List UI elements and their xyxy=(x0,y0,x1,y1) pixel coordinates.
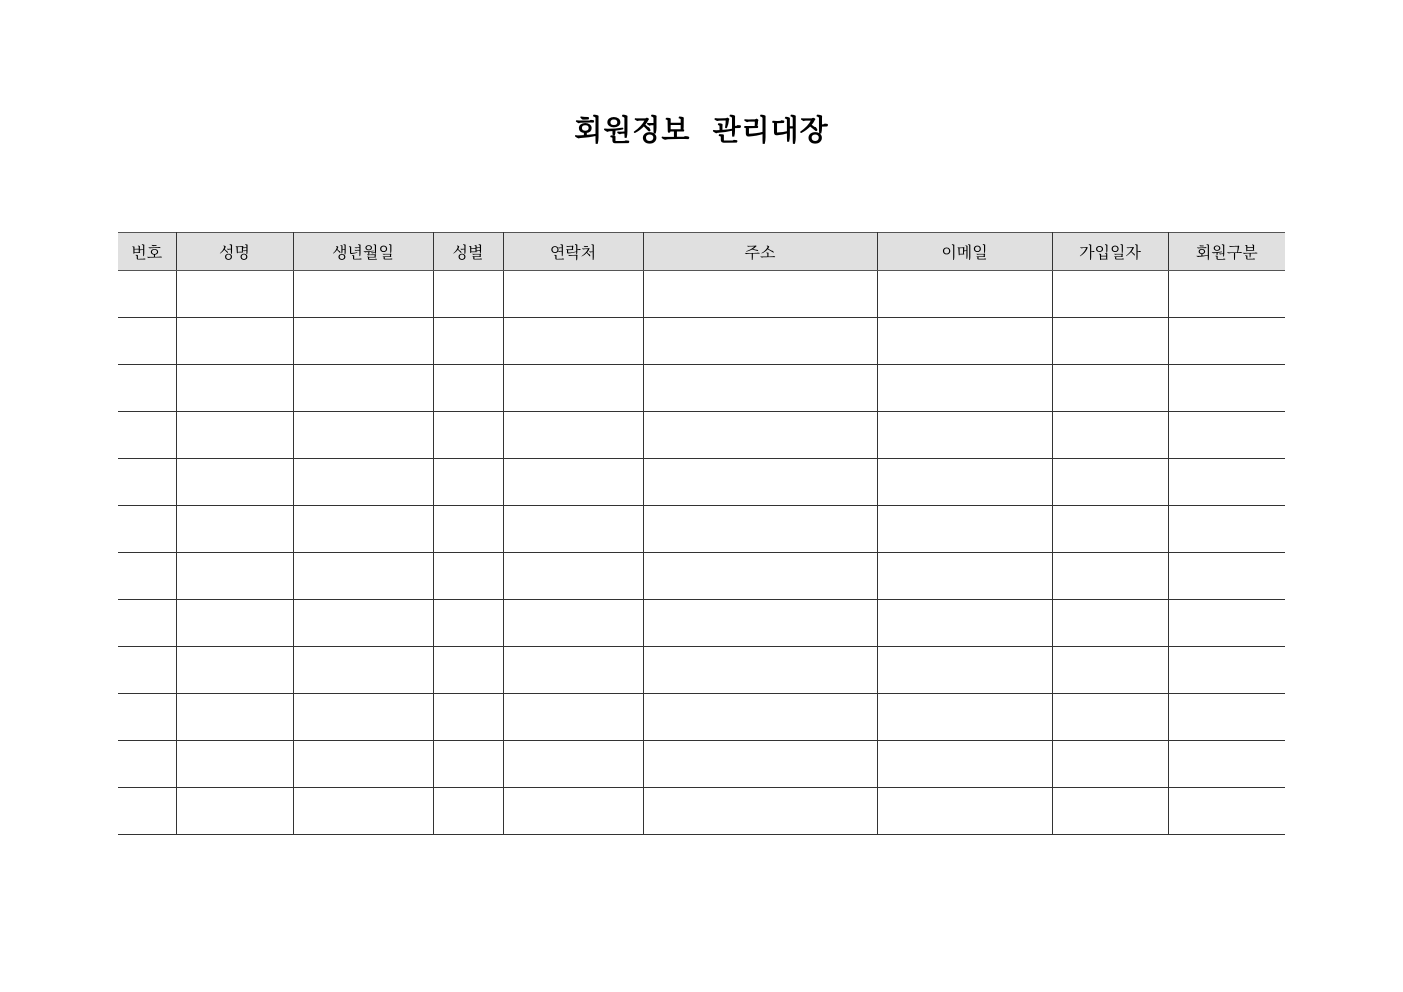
table-cell-name[interactable] xyxy=(176,271,293,318)
table-cell-member-type[interactable] xyxy=(1168,459,1285,506)
table-cell-member-type[interactable] xyxy=(1168,365,1285,412)
column-header-name: 성명 xyxy=(176,233,293,271)
table-cell-number[interactable] xyxy=(118,459,176,506)
table-row xyxy=(118,318,1285,365)
table-cell-email[interactable] xyxy=(877,647,1052,694)
table-row xyxy=(118,694,1285,741)
table-cell-join-date[interactable] xyxy=(1052,553,1168,600)
table-cell-gender[interactable] xyxy=(433,506,503,553)
table-cell-address[interactable] xyxy=(643,412,877,459)
table-row xyxy=(118,506,1285,553)
table-cell-name[interactable] xyxy=(176,365,293,412)
column-header-contact: 연락처 xyxy=(503,233,643,271)
column-header-gender: 성별 xyxy=(433,233,503,271)
table-cell-number[interactable] xyxy=(118,647,176,694)
table-cell-join-date[interactable] xyxy=(1052,412,1168,459)
table-cell-name[interactable] xyxy=(176,647,293,694)
table-cell-name[interactable] xyxy=(176,741,293,788)
table-row xyxy=(118,365,1285,412)
table-cell-number[interactable] xyxy=(118,553,176,600)
table-cell-birthdate[interactable] xyxy=(293,553,433,600)
table-cell-name[interactable] xyxy=(176,600,293,647)
table-cell-number[interactable] xyxy=(118,600,176,647)
table-cell-member-type[interactable] xyxy=(1168,788,1285,835)
table-cell-join-date[interactable] xyxy=(1052,271,1168,318)
table-cell-number[interactable] xyxy=(118,694,176,741)
table-cell-name[interactable] xyxy=(176,506,293,553)
table-cell-number[interactable] xyxy=(118,365,176,412)
table-row xyxy=(118,271,1285,318)
table-cell-email[interactable] xyxy=(877,694,1052,741)
table-cell-address[interactable] xyxy=(643,271,877,318)
table-cell-join-date[interactable] xyxy=(1052,788,1168,835)
column-header-address: 주소 xyxy=(643,233,877,271)
table-cell-join-date[interactable] xyxy=(1052,318,1168,365)
table-cell-birthdate[interactable] xyxy=(293,788,433,835)
table-cell-address[interactable] xyxy=(643,365,877,412)
table-cell-address[interactable] xyxy=(643,459,877,506)
table-cell-join-date[interactable] xyxy=(1052,459,1168,506)
table-cell-email[interactable] xyxy=(877,318,1052,365)
table-cell-gender[interactable] xyxy=(433,412,503,459)
table-cell-member-type[interactable] xyxy=(1168,412,1285,459)
table-row xyxy=(118,412,1285,459)
table-cell-birthdate[interactable] xyxy=(293,271,433,318)
table-cell-gender[interactable] xyxy=(433,318,503,365)
table-cell-email[interactable] xyxy=(877,459,1052,506)
table-cell-join-date[interactable] xyxy=(1052,647,1168,694)
page-title: 회원정보 관리대장 xyxy=(574,113,829,147)
table-cell-gender[interactable] xyxy=(433,553,503,600)
table-cell-birthdate[interactable] xyxy=(293,506,433,553)
table-cell-join-date[interactable] xyxy=(1052,365,1168,412)
table-cell-email[interactable] xyxy=(877,788,1052,835)
table-cell-email[interactable] xyxy=(877,271,1052,318)
table-cell-contact[interactable] xyxy=(503,647,643,694)
table-cell-contact[interactable] xyxy=(503,788,643,835)
table-row xyxy=(118,647,1285,694)
table-cell-gender[interactable] xyxy=(433,459,503,506)
table-cell-birthdate[interactable] xyxy=(293,694,433,741)
table-cell-email[interactable] xyxy=(877,600,1052,647)
table-cell-gender[interactable] xyxy=(433,741,503,788)
table-cell-member-type[interactable] xyxy=(1168,600,1285,647)
table-cell-name[interactable] xyxy=(176,318,293,365)
table-cell-birthdate[interactable] xyxy=(293,600,433,647)
table-cell-address[interactable] xyxy=(643,788,877,835)
table-cell-member-type[interactable] xyxy=(1168,271,1285,318)
table-cell-gender[interactable] xyxy=(433,694,503,741)
table-cell-email[interactable] xyxy=(877,365,1052,412)
column-header-join-date: 가입일자 xyxy=(1052,233,1168,271)
table-cell-number[interactable] xyxy=(118,271,176,318)
table-cell-address[interactable] xyxy=(643,506,877,553)
table-cell-contact[interactable] xyxy=(503,271,643,318)
table-cell-contact[interactable] xyxy=(503,694,643,741)
table-cell-contact[interactable] xyxy=(503,741,643,788)
column-header-number: 번호 xyxy=(118,233,176,271)
table-cell-member-type[interactable] xyxy=(1168,694,1285,741)
table-cell-name[interactable] xyxy=(176,694,293,741)
table-cell-gender[interactable] xyxy=(433,600,503,647)
table-cell-birthdate[interactable] xyxy=(293,365,433,412)
table-cell-member-type[interactable] xyxy=(1168,741,1285,788)
table-row xyxy=(118,600,1285,647)
table-cell-number[interactable] xyxy=(118,318,176,365)
table-cell-contact[interactable] xyxy=(503,506,643,553)
table-cell-email[interactable] xyxy=(877,741,1052,788)
table-cell-address[interactable] xyxy=(643,647,877,694)
table-cell-birthdate[interactable] xyxy=(293,741,433,788)
member-ledger-table xyxy=(118,232,1285,835)
table-cell-address[interactable] xyxy=(643,741,877,788)
table-row xyxy=(118,553,1285,600)
table-cell-contact[interactable] xyxy=(503,412,643,459)
table-cell-birthdate[interactable] xyxy=(293,318,433,365)
table-cell-number[interactable] xyxy=(118,506,176,553)
table-row xyxy=(118,459,1285,506)
table-header-row xyxy=(118,233,1285,271)
table-cell-gender[interactable] xyxy=(433,271,503,318)
table-cell-member-type[interactable] xyxy=(1168,647,1285,694)
column-header-member-type: 회원구분 xyxy=(1168,233,1285,271)
table-cell-name[interactable] xyxy=(176,459,293,506)
table-cell-number[interactable] xyxy=(118,412,176,459)
table-cell-member-type[interactable] xyxy=(1168,553,1285,600)
table-cell-birthdate[interactable] xyxy=(293,647,433,694)
table-cell-contact[interactable] xyxy=(503,553,643,600)
table-cell-birthdate[interactable] xyxy=(293,459,433,506)
table-cell-address[interactable] xyxy=(643,600,877,647)
table-cell-gender[interactable] xyxy=(433,365,503,412)
table-cell-number[interactable] xyxy=(118,741,176,788)
table-row xyxy=(118,741,1285,788)
table-cell-address[interactable] xyxy=(643,553,877,600)
table-cell-email[interactable] xyxy=(877,553,1052,600)
table-cell-contact[interactable] xyxy=(503,459,643,506)
table-cell-number[interactable] xyxy=(118,788,176,835)
table-cell-name[interactable] xyxy=(176,553,293,600)
table-cell-contact[interactable] xyxy=(503,365,643,412)
table-cell-name[interactable] xyxy=(176,788,293,835)
table-cell-contact[interactable] xyxy=(503,600,643,647)
table-cell-join-date[interactable] xyxy=(1052,694,1168,741)
table-body xyxy=(118,271,1285,835)
column-header-email: 이메일 xyxy=(877,233,1052,271)
table-cell-birthdate[interactable] xyxy=(293,412,433,459)
table-cell-gender[interactable] xyxy=(433,788,503,835)
table-cell-address[interactable] xyxy=(643,318,877,365)
table-cell-member-type[interactable] xyxy=(1168,318,1285,365)
table-cell-join-date[interactable] xyxy=(1052,741,1168,788)
table-cell-member-type[interactable] xyxy=(1168,506,1285,553)
table-cell-name[interactable] xyxy=(176,412,293,459)
table-cell-gender[interactable] xyxy=(433,647,503,694)
table-cell-join-date[interactable] xyxy=(1052,506,1168,553)
table-cell-address[interactable] xyxy=(643,694,877,741)
table-row xyxy=(118,788,1285,835)
table-cell-join-date[interactable] xyxy=(1052,600,1168,647)
table-cell-email[interactable] xyxy=(877,506,1052,553)
table-cell-contact[interactable] xyxy=(503,318,643,365)
column-header-birthdate: 생년월일 xyxy=(293,233,433,271)
table-cell-email[interactable] xyxy=(877,412,1052,459)
